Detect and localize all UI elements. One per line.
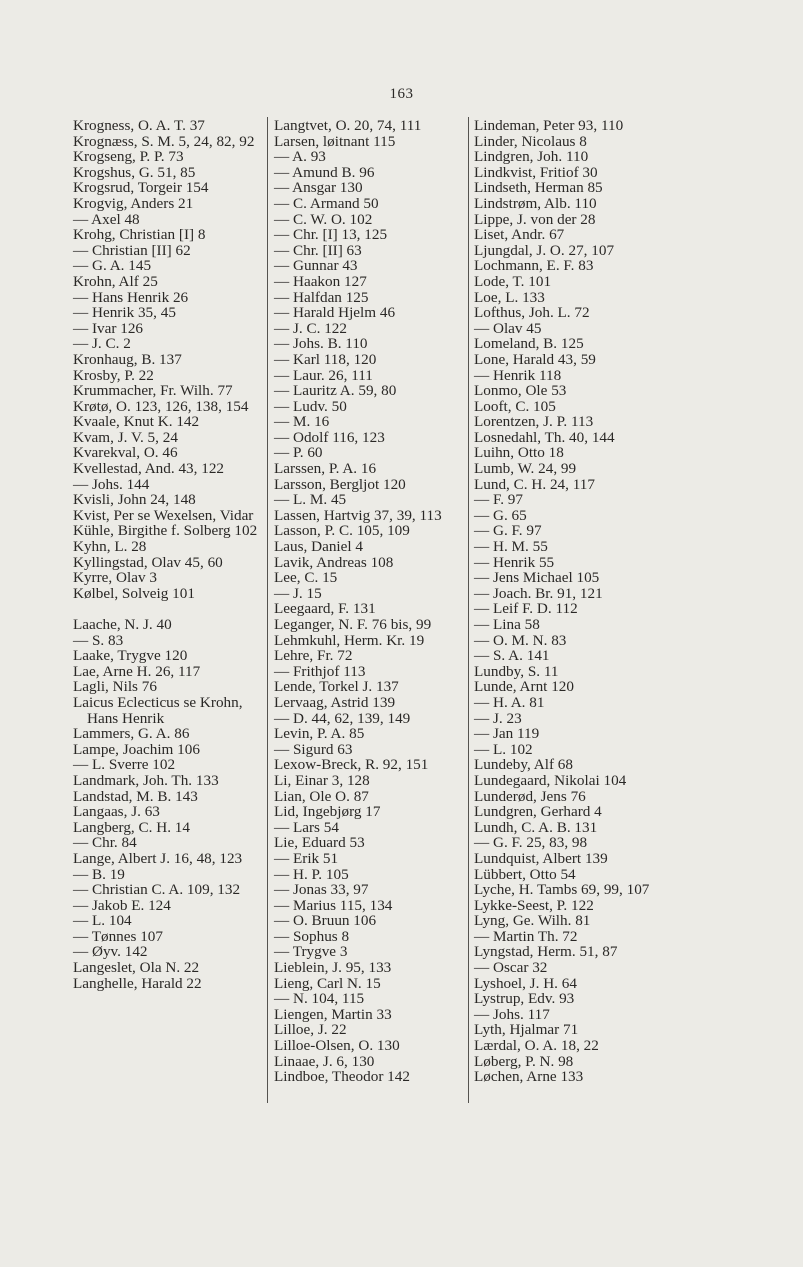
index-entry: Lehmkuhl, Herm. Kr. 19	[274, 631, 425, 649]
index-entry: — J. C. 122	[274, 319, 347, 337]
index-entry: — L. 102	[474, 740, 533, 758]
index-entry: Linder, Nicolaus 8	[474, 132, 587, 150]
index-entry: — Chr. [I] 13, 125	[274, 226, 388, 244]
index-entry: Larssen, P. A. 16	[274, 460, 377, 478]
index-entry: — Joach. Br. 91, 121	[474, 584, 603, 602]
index-column-1	[73, 118, 263, 991]
index-entry: Kvam, J. V. 5, 24	[73, 428, 178, 446]
index-entry: Langaas, J. 63	[73, 803, 160, 821]
index-entry: Lilloe, J. 22	[274, 1021, 347, 1039]
index-entry: — Henrik 118	[474, 366, 562, 384]
index-entry: — Jonas 33, 97	[274, 881, 369, 899]
index-entry: Lone, Harald 43, 59	[474, 350, 596, 368]
index-entry: — C. W. O. 102	[274, 210, 373, 228]
index-entry: — Erik 51	[274, 849, 339, 867]
index-entry: Lammers, G. A. 86	[73, 725, 190, 743]
index-entry: — Johs. 144	[73, 475, 150, 493]
index-entry: Lyshoel, J. H. 64	[474, 974, 577, 992]
index-entry: Krogshus, G. 51, 85	[73, 163, 196, 181]
index-entry: — Ivar 126	[73, 319, 144, 337]
index-entry: Krognæss, S. M. 5, 24, 82, 92	[73, 132, 255, 150]
index-entry: Lundquist, Albert 139	[474, 849, 608, 867]
page-number: 163	[389, 86, 414, 102]
index-entry: Laicus Eclecticus se Krohn, Hans Henrik	[73, 693, 243, 727]
index-entry: — Sophus 8	[274, 927, 350, 945]
index-entry: Kyllingstad, Olav 45, 60	[73, 553, 223, 571]
index-entry: Laake, Trygve 120	[73, 647, 188, 665]
index-entry: — Halfdan 125	[274, 288, 369, 306]
index-entry: — M. 16	[274, 413, 330, 431]
index-entry: — G. F. 25, 83, 98	[474, 834, 588, 852]
index-entry: Levin, P. A. 85	[274, 725, 365, 743]
index-entry: Lundh, C. A. B. 131	[474, 818, 598, 836]
index-entry: Lofthus, Joh. L. 72	[474, 304, 590, 322]
index-entry: — G. F. 97	[474, 522, 542, 540]
index-entry: — Øyv. 142	[73, 943, 148, 961]
index-entry: Lian, Ole O. 87	[274, 787, 369, 805]
index-entry: Lippe, J. von der 28	[474, 210, 596, 228]
index-entry: Krohg, Christian [I] 8	[73, 226, 206, 244]
index-entry: — Martin Th. 72	[474, 927, 578, 945]
index-entry: Lübbert, Otto 54	[474, 865, 576, 883]
section-gap	[73, 601, 263, 617]
index-entry: Krogness, O. A. T. 37	[73, 117, 205, 134]
index-entry: Kühle, Birgithe f. Solberg 102	[73, 522, 258, 540]
index-entry: Linaae, J. 6, 130	[274, 1052, 375, 1070]
index-entry: Lehre, Fr. 72	[274, 647, 353, 665]
index-entry: — Harald Hjelm 46	[274, 304, 396, 322]
index-entry: Lorentzen, J. P. 113	[474, 413, 594, 431]
index-entry: Lonmo, Ole 53	[474, 382, 567, 400]
index-entry: Lee, C. 15	[274, 569, 338, 587]
index-entry: Krohn, Alf 25	[73, 272, 158, 290]
index-entry: — Lina 58	[474, 616, 540, 633]
index-entry: Laache, N. J. 40	[73, 616, 172, 633]
index-entry: Løchen, Arne 133	[474, 1068, 584, 1086]
index-entry: Lagli, Nils 76	[73, 678, 157, 696]
index-entry: — J. 15	[274, 584, 322, 602]
index-entry: Kvist, Per se Wexelsen, Vidar	[73, 506, 254, 524]
index-entry: Lindeman, Peter 93, 110	[474, 117, 624, 134]
index-entry: Lystrup, Edv. 93	[474, 990, 575, 1008]
index-entry: Lindseth, Herman 85	[474, 179, 603, 197]
index-entry: — Marius 115, 134	[274, 896, 393, 914]
index-entry: — C. Armand 50	[274, 194, 379, 212]
index-entry: Landmark, Joh. Th. 133	[73, 771, 219, 789]
column-divider	[267, 117, 268, 1103]
index-entry: Krosby, P. 22	[73, 366, 154, 384]
index-entry: — Hans Henrik 26	[73, 288, 189, 306]
index-entry: — Laur. 26, 111	[274, 366, 373, 384]
index-entry: — Henrik 35, 45	[73, 304, 176, 322]
index-entry: Lærdal, O. A. 18, 22	[474, 1037, 599, 1055]
index-entry: — Johs. 117	[474, 1005, 550, 1023]
index-entry: Lende, Torkel J. 137	[274, 678, 399, 696]
index-entry: Krummacher, Fr. Wilh. 77	[73, 382, 233, 400]
index-entry: Lieng, Carl N. 15	[274, 974, 381, 992]
index-entry: Lavik, Andreas 108	[274, 553, 394, 571]
index-entry: — S. 83	[73, 631, 124, 649]
index-entry: — P. 60	[274, 444, 323, 462]
index-entry: Krøtø, O. 123, 126, 138, 154	[73, 397, 249, 415]
index-entry: Kølbel, Solveig 101	[73, 584, 195, 602]
index-entry: — Trygve 3	[274, 943, 348, 961]
index-entry: Lilloe-Olsen, O. 130	[274, 1037, 400, 1055]
index-entry: Langhelle, Harald 22	[73, 974, 202, 992]
index-entry: Li, Einar 3, 128	[274, 771, 370, 789]
index-entry: — Jens Michael 105	[474, 569, 600, 587]
index-entry: Lykke-Seest, P. 122	[474, 896, 594, 914]
index-entry: — Gunnar 43	[274, 257, 358, 275]
index-entry: Lid, Ingebjørg 17	[274, 803, 381, 821]
index-entry: Lundegaard, Nikolai 104	[474, 771, 627, 789]
index-entry: Lieblein, J. 95, 133	[274, 959, 392, 977]
index-entry: Løberg, P. N. 98	[474, 1052, 574, 1070]
index-entry: Lindgren, Joh. 110	[474, 148, 589, 166]
index-entry: Leegaard, F. 131	[274, 600, 376, 618]
index-entry: — L. 104	[73, 912, 132, 930]
index-entry: Lie, Eduard 53	[274, 834, 365, 852]
index-entry: Kyrre, Olav 3	[73, 569, 157, 587]
index-entry: Lampe, Joachim 106	[73, 740, 200, 758]
index-entry: Lassen, Hartvig 37, 39, 113	[274, 506, 442, 524]
index-entry: — Axel 48	[73, 210, 140, 228]
index-entry: Langtvet, O. 20, 74, 111	[274, 117, 422, 134]
index-entry: — Christian C. A. 109, 132	[73, 881, 241, 899]
index-entry: — G. 65	[474, 506, 527, 524]
index-entry: Langeslet, Ola N. 22	[73, 959, 200, 977]
index-entry: Lyng, Ge. Wilh. 81	[474, 912, 591, 930]
index-entry: Lasson, P. C. 105, 109	[274, 522, 410, 540]
index-entry: Lindkvist, Fritiof 30	[474, 163, 598, 181]
index-entry: Lindstrøm, Alb. 110	[474, 194, 597, 212]
index-entry: Lund, C. H. 24, 117	[474, 475, 595, 493]
index-entry: — Odolf 116, 123	[274, 428, 385, 446]
index-entry: — H. M. 55	[474, 538, 548, 556]
index-entry: — Chr. 84	[73, 834, 137, 852]
index-entry: — Ludv. 50	[274, 397, 347, 415]
index-entry: — H. A. 81	[474, 693, 545, 711]
index-column-2	[274, 118, 466, 1085]
index-entry: — Johs. B. 110	[274, 335, 368, 353]
index-entry: — Jan 119	[474, 725, 540, 743]
index-entry: — Henrik 55	[474, 553, 555, 571]
index-entry: — D. 44, 62, 139, 149	[274, 709, 411, 727]
index-entry: — Haakon 127	[274, 272, 367, 290]
index-entry: Lomeland, B. 125	[474, 335, 584, 353]
index-entry: Kvarekval, O. 46	[73, 444, 178, 462]
index-entry: — Chr. [II] 63	[274, 241, 362, 259]
index-entry: Lunde, Arnt 120	[474, 678, 574, 696]
index-entry: — Christian [II] 62	[73, 241, 191, 259]
index-entry: Lervaag, Astrid 139	[274, 693, 396, 711]
index-entry: Krogseng, P. P. 73	[73, 148, 184, 166]
index-entry: — L. Sverre 102	[73, 756, 176, 774]
index-entry: — Oscar 32	[474, 959, 548, 977]
index-column-3	[474, 118, 674, 1085]
index-entry: Langberg, C. H. 14	[73, 818, 190, 836]
index-entry: Lindboe, Theodor 142	[274, 1068, 410, 1086]
index-entry: Kvaale, Knut K. 142	[73, 413, 200, 431]
index-entry: Lochmann, E. F. 83	[474, 257, 594, 275]
index-entry: — Lauritz A. 59, 80	[274, 382, 397, 400]
index-entry: Kyhn, L. 28	[73, 538, 147, 556]
index-entry: — Frithjof 113	[274, 662, 366, 680]
index-entry: — Karl 118, 120	[274, 350, 377, 368]
index-entry: — N. 104, 115	[274, 990, 365, 1008]
index-entry: Luihn, Otto 18	[474, 444, 564, 462]
index-entry: — S. A. 141	[474, 647, 550, 665]
index-entry: Lae, Arne H. 26, 117	[73, 662, 201, 680]
index-entry: — Sigurd 63	[274, 740, 353, 758]
index-entry: Kronhaug, B. 137	[73, 350, 182, 368]
index-entry: Lyche, H. Tambs 69, 99, 107	[474, 881, 650, 899]
index-entry: — F. 97	[474, 491, 523, 509]
index-entry: Lundby, S. 11	[474, 662, 559, 680]
index-entry: — Olav 45	[474, 319, 542, 337]
index-entry: Krogvig, Anders 21	[73, 194, 194, 212]
index-entry: Larsen, løitnant 115	[274, 132, 396, 150]
index-entry: Lyngstad, Herm. 51, 87	[474, 943, 618, 961]
index-entry: — O. Bruun 106	[274, 912, 377, 930]
index-entry: — Amund B. 96	[274, 163, 375, 181]
index-entry: — Tønnes 107	[73, 927, 163, 945]
index-entry: Laus, Daniel 4	[274, 538, 363, 556]
column-divider	[468, 117, 469, 1103]
index-entry: Liset, Andr. 67	[474, 226, 565, 244]
index-entry: — H. P. 105	[274, 865, 349, 883]
index-entry: — Jakob E. 124	[73, 896, 171, 914]
index-entry: — Lars 54	[274, 818, 339, 836]
index-entry: — G. A. 145	[73, 257, 152, 275]
index-entry: Loe, L. 133	[474, 288, 545, 306]
index-entry: Kvellestad, And. 43, 122	[73, 460, 225, 478]
index-entry: — J. C. 2	[73, 335, 131, 353]
index-entry: Liengen, Martin 33	[274, 1005, 392, 1023]
index-entry: Landstad, M. B. 143	[73, 787, 198, 805]
index-entry: Losnedahl, Th. 40, 144	[474, 428, 615, 446]
index-entry: Kvisli, John 24, 148	[73, 491, 196, 509]
index-entry: Lundeby, Alf 68	[474, 756, 573, 774]
index-entry: — A. 93	[274, 148, 326, 166]
index-entry: Ljungdal, J. O. 27, 107	[474, 241, 615, 259]
index-entry: — L. M. 45	[274, 491, 347, 509]
index-entry: Larsson, Bergljot 120	[274, 475, 406, 493]
index-entry: — B. 19	[73, 865, 125, 883]
index-entry: Looft, C. 105	[474, 397, 556, 415]
index-entry: Lyth, Hjalmar 71	[474, 1021, 579, 1039]
index-entry: Lode, T. 101	[474, 272, 552, 290]
index-entry: Lumb, W. 24, 99	[474, 460, 577, 478]
index-entry: — Leif F. D. 112	[474, 600, 578, 618]
index-entry: Krogsrud, Torgeir 154	[73, 179, 209, 197]
index-entry: Lexow-Breck, R. 92, 151	[274, 756, 429, 774]
index-entry: — O. M. N. 83	[474, 631, 567, 649]
index-entry: — Ansgar 130	[274, 179, 363, 197]
index-entry: Leganger, N. F. 76 bis, 99	[274, 616, 432, 633]
index-entry: Lange, Albert J. 16, 48, 123	[73, 849, 243, 867]
index-entry: Lunderød, Jens 76	[474, 787, 586, 805]
index-entry: — J. 23	[474, 709, 522, 727]
index-entry: Lundgren, Gerhard 4	[474, 803, 602, 821]
